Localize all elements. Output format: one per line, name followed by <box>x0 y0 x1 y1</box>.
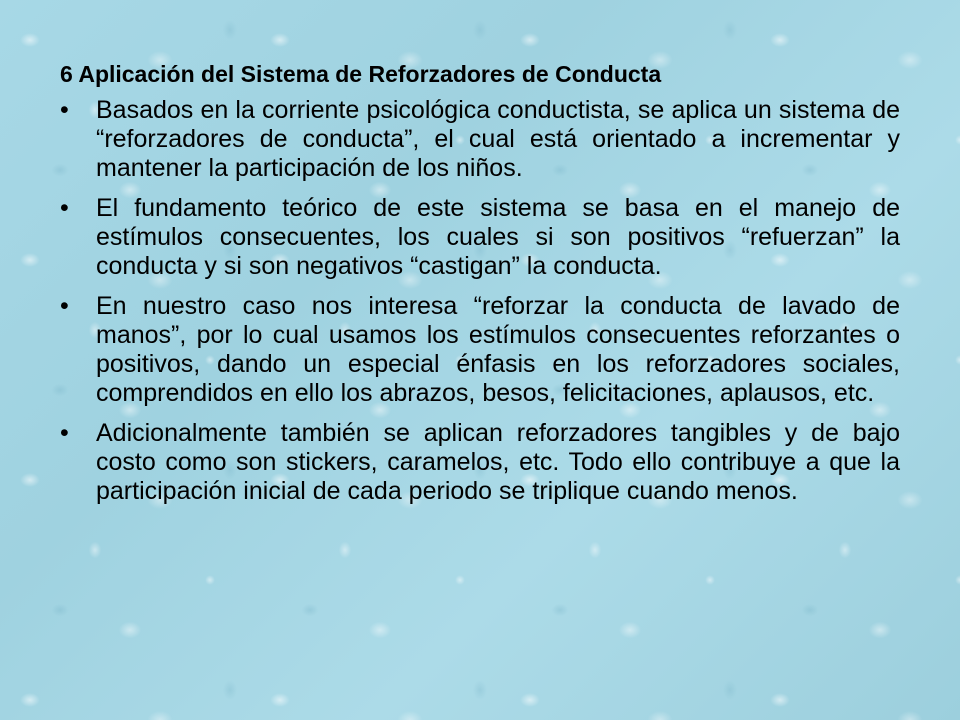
bullet-text: Adicionalmente también se aplican reforzadores tangibles y de bajo costo como son stickers, caramelos, etc. Todo ello contribuye a que la participación inicial de cada periodo se triplique cuando menos. <box>96 419 900 505</box>
bullet-item <box>60 292 900 408</box>
slide-content <box>60 58 900 517</box>
bullet-text: En nuestro caso nos interesa “reforzar la conducta de lavado de manos”, por lo cual usamos los estímulos consecuentes reforzantes o positivos, dando un especial énfasis en los reforzadores sociales, comprendidos en ello los abrazos, besos, felicitaciones, aplausos, etc. <box>96 292 900 407</box>
slide-title: 6 Aplicación del Sistema de Reforzadores de Conducta <box>60 61 662 87</box>
bullet-item <box>60 96 900 183</box>
bullet-dot-icon: • <box>60 194 69 222</box>
bullet-text: El fundamento teórico de este sistema se basa en el manejo de estímulos consecuentes, los cuales si son positivos “refuerzan” la conducta y si son negativos “castigan” la conducta. <box>96 194 900 280</box>
bullet-item <box>60 419 900 506</box>
bullet-dot-icon: • <box>60 292 69 320</box>
bullet-item <box>60 194 900 281</box>
bullet-list <box>60 96 900 506</box>
bullet-dot-icon: • <box>60 96 69 124</box>
bullet-dot-icon: • <box>60 419 69 447</box>
bullet-text: Basados en la corriente psicológica conductista, se aplica un sistema de “reforzadores de conducta”, el cual está orientado a incrementar y mantener la participación de los niños. <box>96 96 900 182</box>
